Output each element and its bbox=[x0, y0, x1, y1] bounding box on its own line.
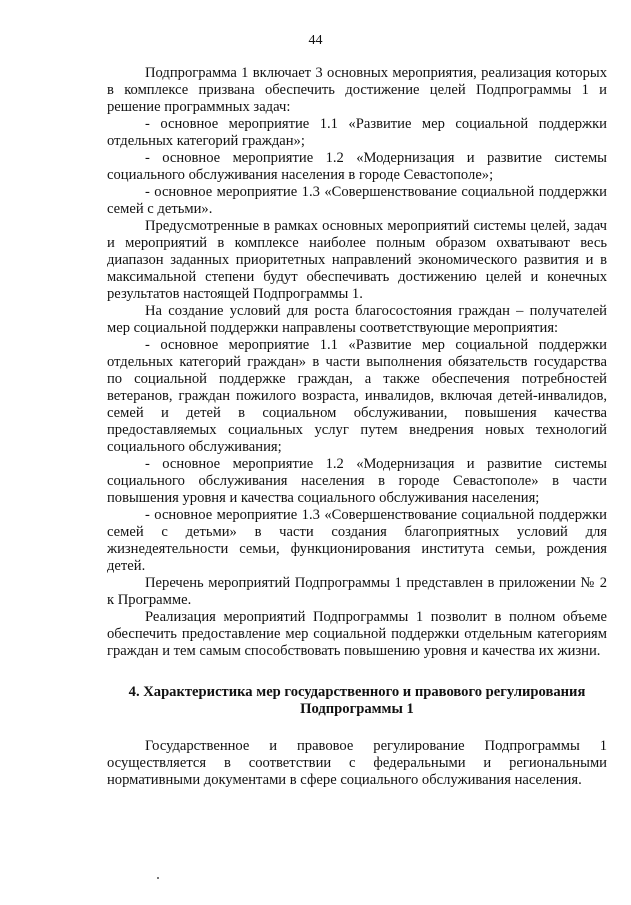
list-item-measure-1-3-detail: - основное мероприятие 1.3 «Совершенствование социальной поддержки семей с детьми» в части создания благоприятных условий для жизнедеятельности семьи, функционирования института семьи, рождения детей. bbox=[107, 507, 607, 574]
paragraph-implementation: Реализация мероприятий Подпрограммы 1 позволит в полном объеме обеспечить предоставление мер социальной поддержки отдельным категориям граждан и тем самым способствовать повышению уровня и качества их жизни. bbox=[107, 609, 607, 659]
section-heading: 4. Характеристика мер государственного и правового регулирования Подпрограммы 1 bbox=[128, 684, 586, 717]
list-item-measure-1-2: - основное мероприятие 1.2 «Модернизация и развитие системы социального обслуживания населения в городе Севастополе»; bbox=[107, 150, 607, 183]
scan-speck bbox=[157, 877, 159, 879]
list-item-measure-1-3: - основное мероприятие 1.3 «Совершенствование социальной поддержки семей с детьми». bbox=[107, 184, 607, 217]
list-item-measure-1-1-detail: - основное мероприятие 1.1 «Развитие мер социальной поддержки отдельных категорий граждан» в части выполнения обязательств государства по социальной поддержке граждан, а также обеспечения потребностей ветеранов, граждан пожилого возраста, инвалидов, включая детей-инвалидов, семей и детей в социальном обслуживании, повышения качества предоставляемых социальных услуг путем внедрения новых технологий социального обслуживания; bbox=[107, 337, 607, 455]
paragraph-measures-list: Перечень мероприятий Подпрограммы 1 представлен в приложении № 2 к Программе. bbox=[107, 575, 607, 608]
list-item-measure-1-1: - основное мероприятие 1.1 «Развитие мер социальной поддержки отдельных категорий граждан»; bbox=[107, 116, 607, 149]
paragraph-intro: Подпрограмма 1 включает 3 основных мероприятия, реализация которых в комплексе призвана обеспечить достижение целей Подпрограммы 1 и решение программных задач: bbox=[107, 65, 607, 115]
list-item-measure-1-2-detail: - основное мероприятие 1.2 «Модернизация и развитие системы социального обслуживания населения в городе Севастополе» в части повышения уровня и качества социального обслуживания населения; bbox=[107, 456, 607, 506]
document-body bbox=[107, 65, 607, 789]
page-number: 44 bbox=[308, 33, 323, 48]
paragraph-welfare-conditions: На создание условий для роста благосостояния граждан – получателей мер социальной поддержки направлены соответствующие мероприятия: bbox=[107, 303, 607, 336]
paragraph-goals-coverage: Предусмотренные в рамках основных мероприятий системы целей, задач и мероприятий в комплексе наиболее полным образом охватывают весь диапазон заданных приоритетных направлений экономического развития и в максимальной степени будут обеспечивать достижению целей и конечных результатов настоящей Подпрограммы 1. bbox=[107, 218, 607, 302]
paragraph-regulation: Государственное и правовое регулирование Подпрограммы 1 осуществляется в соответствии с федеральными и региональными нормативными документами в сфере социального обслуживания населения. bbox=[107, 738, 607, 788]
